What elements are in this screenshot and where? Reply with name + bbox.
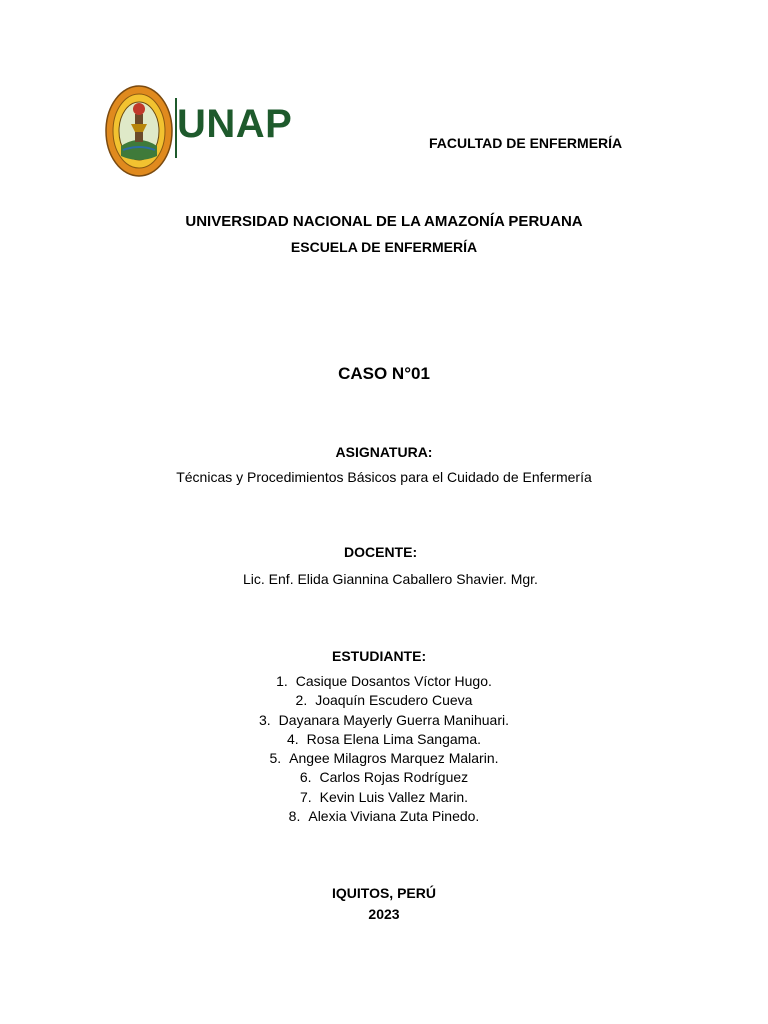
subject-label: ASIGNATURA: <box>335 444 433 460</box>
document-title: CASO N°01 <box>338 364 430 383</box>
student-name: Joaquín Escudero Cueva <box>315 692 473 709</box>
list-item <box>0 672 768 691</box>
list-number: 4. <box>286 730 299 747</box>
school-name: ESCUELA DE ENFERMERÍA <box>290 239 478 255</box>
list-item <box>0 788 768 807</box>
city-label: IQUITOS, PERÚ <box>332 885 436 901</box>
subject-value: Técnicas y Procedimientos Básicos para el Cuidado de Enfermería <box>176 469 592 485</box>
student-name: Rosa Elena Lima Sangama. <box>306 730 481 747</box>
list-number: 3. <box>258 711 271 728</box>
unap-logo-text: UNAP <box>177 102 293 146</box>
list-number: 8. <box>288 808 301 825</box>
student-name: Carlos Rojas Rodríguez <box>319 769 469 786</box>
list-number: 2. <box>295 692 308 709</box>
students-list <box>0 672 768 826</box>
unap-logo <box>105 84 305 179</box>
university-name: UNIVERSIDAD NACIONAL DE LA AMAZONÍA PERUANA <box>185 213 583 230</box>
faculty-name: FACULTAD DE ENFERMERÍA <box>429 135 623 151</box>
student-name: Kevin Luis Vallez Marin. <box>319 788 469 805</box>
teacher-name: Lic. Enf. Elida Giannina Caballero Shavier. Mgr. <box>243 571 538 587</box>
list-item <box>0 730 768 749</box>
list-item <box>0 807 768 826</box>
year-label: 2023 <box>368 906 400 922</box>
student-name: Casique Dosantos Víctor Hugo. <box>295 673 492 689</box>
list-item <box>0 749 768 768</box>
list-number: 6. <box>299 769 312 786</box>
list-item <box>0 691 768 710</box>
list-number: 7. <box>299 788 312 805</box>
list-item <box>0 711 768 730</box>
students-label: ESTUDIANTE: <box>332 648 427 664</box>
list-number: 1. <box>276 673 288 689</box>
teacher-label: DOCENTE: <box>344 544 418 560</box>
student-name: Dayanara Mayerly Guerra Manihuari. <box>278 711 509 728</box>
student-name: Alexia Viviana Zuta Pinedo. <box>308 808 480 825</box>
university-seal-icon <box>105 84 173 179</box>
list-number: 5. <box>269 750 282 767</box>
list-item <box>0 768 768 787</box>
student-name: Angee Milagros Marquez Malarin. <box>289 750 499 767</box>
